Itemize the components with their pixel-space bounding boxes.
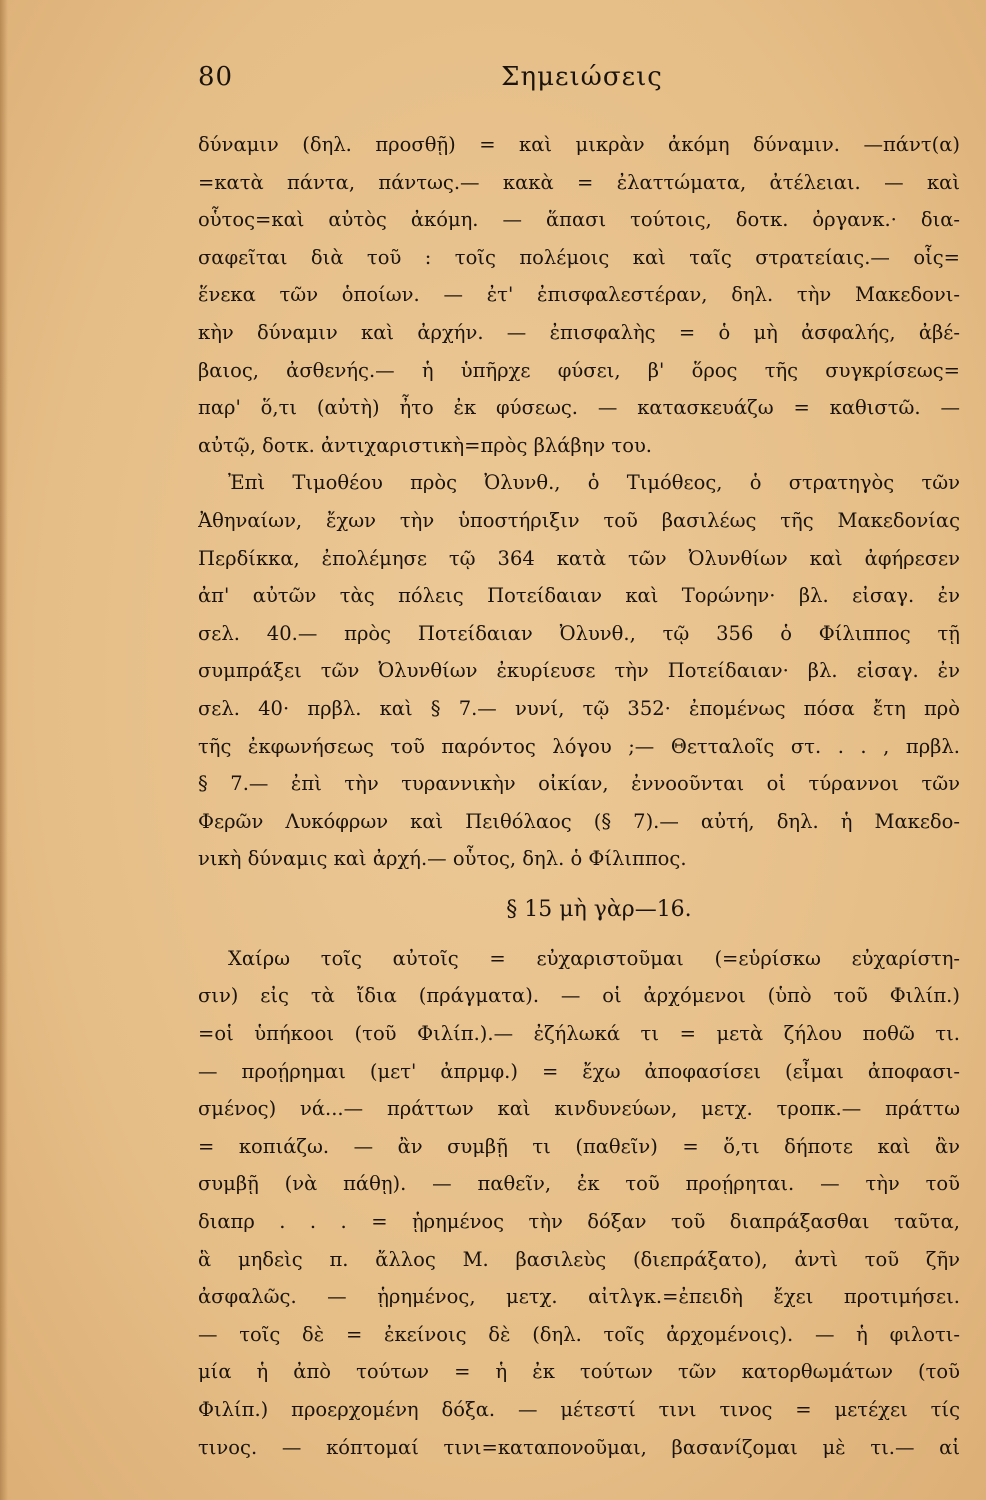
text-line: =κατὰ πάντα, πάντως.— κακὰ = ἐλαττώματα, ἀτέλειαι. — καὶ [198,170,960,194]
text-line: Περδίκκα, ἐπολέμησε τῷ 364 κατὰ τῶν Ὀλυνθίων καὶ ἀφήρεσεν [198,546,960,570]
notes-body [198,126,960,1466]
page-spine-shadow [0,0,8,1500]
text-line: διαπρ . . . = ᾑρημένος τὴν δόξαν τοῦ διαπράξασθαι ταῦτα, [198,1210,960,1234]
text-line: ἕνεκα τῶν ὁποίων. — ἐτ' ἐπισφαλεστέραν, δηλ. τὴν Μακεδονι- [198,283,960,307]
text-line: σελ. 40· πρβλ. καὶ § 7.— νυνί, τῷ 352· ἐπομένως πόσα ἔτη πρὸ [198,696,960,720]
text-line: αὐτῷ, δοτκ. ἀντιχαριστικὴ=πρὸς βλάβην του. [198,433,652,457]
page-number: 80 [198,62,234,92]
text-line: § 7.— ἐπὶ τὴν τυραννικὴν οἰκίαν, ἐννοοῦνται οἱ τύραννοι τῶν [198,772,960,796]
text-line: ἀσφαλῶς. — ᾑρημένος, μετχ. αἰτλγκ.=ἐπειδὴ ἔχει προτιμήσει. [198,1285,960,1309]
text-line: =οἱ ὑπήκοοι (τοῦ Φιλίπ.).— ἐζήλωκά τι = μετὰ ζήλου ποθῶ τι. [198,1022,960,1046]
text-line: τινος. — κόπτομαί τινι=καταπονοῦμαι, βασανίζομαι μὲ τι.— αἱ [198,1435,960,1459]
text-line: Φερῶν Λυκόφρων καὶ Πειθόλαος (§ 7).— αὐτή, δηλ. ἡ Μακεδο- [198,809,960,833]
text-line: δύναμιν (δηλ. προσθῇ) = καὶ μικρὰν ἀκόμη δύναμιν. —πάντ(α) [198,133,960,156]
page-header [198,62,906,102]
text-line: παρ' ὅ,τι (αὐτὴ) ἦτο ἐκ φύσεως. — κατασκευάζω = καθιστῶ. — [198,396,960,420]
text-line: συμβῇ (νὰ πάθῃ). — παθεῖν, ἐκ τοῦ προῄρηται. — τὴν τοῦ [198,1172,960,1196]
text-line: συμπράξει τῶν Ὀλυνθίων ἐκυρίευσε τὴν Ποτείδαιαν· βλ. εἰσαγ. ἐν [198,659,960,683]
text-line: κὴν δύναμιν καὶ ἀρχήν. — ἐπισφαλὴς = ὁ μὴ ἀσφαλής, ἀβέ- [198,320,960,344]
text-line: οὗτος=καὶ αὐτὸς ἀκόμη. — ἅπασι τούτοις, δοτκ. ὀργανκ.· δια- [198,208,960,232]
text-line: Ἐπὶ Τιμοθέου πρὸς Ὀλυνθ., ὁ Τιμόθεος, ὁ στρατηγὸς τῶν [228,471,960,495]
section-heading: § 15 μὴ γὰρ—16. [506,896,692,922]
text-line: σελ. 40.— πρὸς Ποτείδαιαν Ὀλυνθ., τῷ 356 ὁ Φίλιππος τῇ [198,621,960,645]
text-line: Χαίρω τοῖς αὐτοῖς = εὐχαριστοῦμαι (=εὑρίσκω εὐχαρίστη- [228,946,960,970]
text-line: = κοπιάζω. — ἂν συμβῇ τι (παθεῖν) = ὅ,τι δήποτε καὶ ἂν [198,1134,960,1158]
text-line: Φιλίπ.) προερχομένη δόξα. — μέτεστί τινι τινος = μετέχει τίς [198,1398,960,1421]
text-line: ἀπ' αὐτῶν τὰς πόλεις Ποτείδαιαν καὶ Τορώνην· βλ. εἰσαγ. ἐν [198,584,960,608]
text-line: τῆς ἐκφωνήσεως τοῦ παρόντος λόγου ;— Θετταλοῖς στ. . . , πρβλ. [198,734,960,758]
text-line: σμένος) νά...— πράττων καὶ κινδυνεύων, μετχ. τροπκ.— πράττω [198,1097,960,1121]
text-line: μία ἡ ἀπὸ τούτων = ἡ ἐκ τούτων τῶν κατορθωμάτων (τοῦ [198,1360,960,1384]
text-line: — προῄρημαι (μετ' ἀπρμφ.) = ἔχω ἀποφασίσει (εἶμαι ἀποφασι- [198,1059,960,1083]
running-head: Σημειώσεις [501,62,663,92]
text-line: νικὴ δύναμις καὶ ἀρχή.— οὗτος, δηλ. ὁ Φίλιππος. [198,847,687,871]
text-line: ἃ μηδεὶς π. ἄλλος Μ. βασιλεὺς (διεπράξατο), ἀντὶ τοῦ ζῆν [198,1247,960,1271]
text-line: σιν) εἰς τὰ ἴδια (πράγματα). — οἱ ἀρχόμενοι (ὑπὸ τοῦ Φιλίπ.) [198,984,960,1008]
text-line: βαιος, ἀσθενής.— ἡ ὑπῆρχε φύσει, β' ὅρος τῆς συγκρίσεως= [198,358,960,382]
text-line: Ἀθηναίων, ἔχων τὴν ὑποστήριξιν τοῦ βασιλέως τῆς Μακεδονίας [198,508,960,532]
text-line: σαφεῖται διὰ τοῦ : τοῖς πολέμοις καὶ ταῖς στρατείαις.— οἷς= [198,245,960,269]
text-line: — τοῖς δὲ = ἐκείνοις δὲ (δηλ. τοῖς ἀρχομένοις). — ἡ φιλοτι- [198,1322,960,1346]
